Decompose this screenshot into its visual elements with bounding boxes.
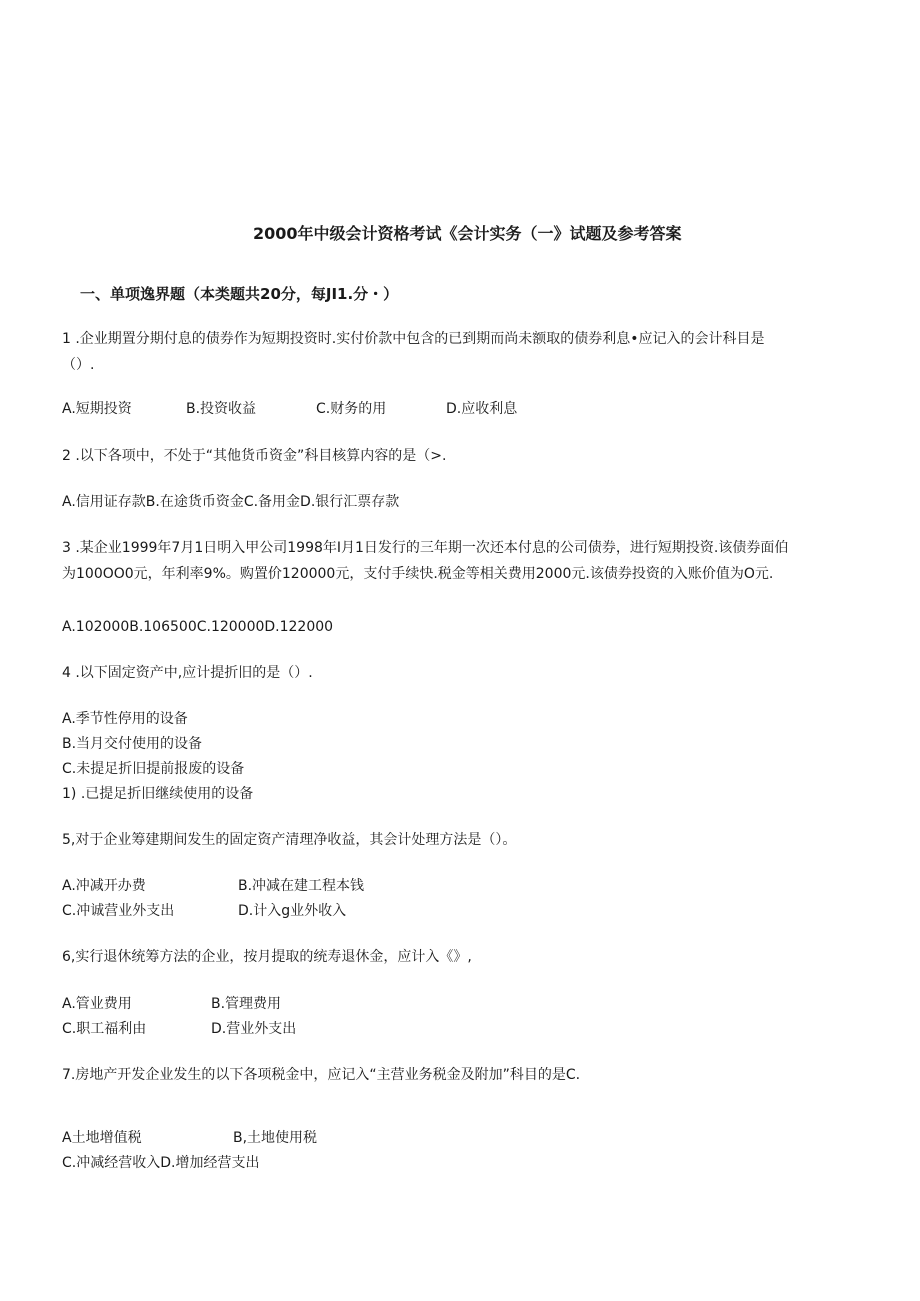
- option-a: A.季节性停用的设备: [62, 711, 188, 727]
- option-d: D.计入g业外收入: [238, 903, 347, 919]
- question-stem-line: 7.房地产开发企业发生的以下各项税金中，应记入“主营业务税金及附加”科目的是C.: [62, 1067, 581, 1083]
- options-row: [62, 995, 762, 1013]
- option-c: C.职工福利由: [62, 1021, 147, 1037]
- question-stem-line: 2 .以下各项中，不处于“其他货币资金”科目核算内容的是（>.: [62, 448, 447, 464]
- option-b: B,土地使用税: [233, 1130, 318, 1146]
- options-row: [62, 1129, 762, 1147]
- option-d: D.应收利息: [446, 401, 518, 417]
- options-row: [62, 902, 762, 920]
- option-d: 1) .已提足折旧继续使用的设备: [62, 786, 254, 802]
- question-stem-line: 6,实行退休统筹方法的企业，按月提取的统寿退休金，应计入《》,: [62, 949, 472, 965]
- options-line: A.102000B.106500C.120000D.122000: [62, 619, 334, 635]
- option-a: A.管业费用: [62, 996, 132, 1012]
- option-b: B.管理费用: [211, 996, 282, 1012]
- option-c: C.财务的用: [316, 401, 387, 417]
- question-stem-line: 3 .某企业1999年7月1日明入甲公司1998年I月1日发行的三年期一次还本付息的公司债券，进行短期投资.该债券面伯: [62, 540, 789, 556]
- option-d: D.营业外支出: [211, 1021, 297, 1037]
- option-a: A土地增值税: [62, 1130, 142, 1146]
- document-title: 2000年中级会计资格考试《会计实务（一》试题及参考答案: [253, 224, 682, 243]
- question-stem-line: （）.: [62, 357, 95, 373]
- option-b: B.投资收益: [186, 401, 257, 417]
- section-heading: 一、单项逸界题（本类题共20分，每JI1.分・）: [80, 285, 399, 303]
- question-stem-line: 1 .企业期置分期付息的债券作为短期投资时.实付价款中包含的已到期而尚未额取的债券利息•应记入的会计科目是: [62, 331, 765, 347]
- options-row: [62, 877, 762, 895]
- option-b: B.当月交付使用的设备: [62, 736, 203, 752]
- question-stem-line: 5,对于企业筹建期间发生的固定资产清理净收益，其会计处理方法是（）。: [62, 832, 517, 848]
- option-c: C.未提足折旧提前报废的设备: [62, 761, 245, 777]
- option-a: A.冲减开办费: [62, 878, 146, 894]
- options-row: [62, 400, 762, 418]
- options-row: [62, 1020, 762, 1038]
- option-b: B.冲减在建工程本钱: [238, 878, 365, 894]
- question-stem-line: 为100OO0元，年利率9%。购置价120000元，支付手续快.税金等相关费用2000元.该债券投资的入账价值为O元.: [62, 566, 774, 582]
- option-a: A.短期投资: [62, 401, 132, 417]
- options-line: C.冲减经营收入D.增加经营支出: [62, 1155, 260, 1171]
- question-stem-line: 4 .以下固定资产中,应计提折旧的是（）.: [62, 665, 313, 681]
- option-c: C.冲诚营业外支出: [62, 903, 175, 919]
- options-line: A.信用证存款B.在途货币资金C.备用金D.银行汇票存款: [62, 494, 400, 510]
